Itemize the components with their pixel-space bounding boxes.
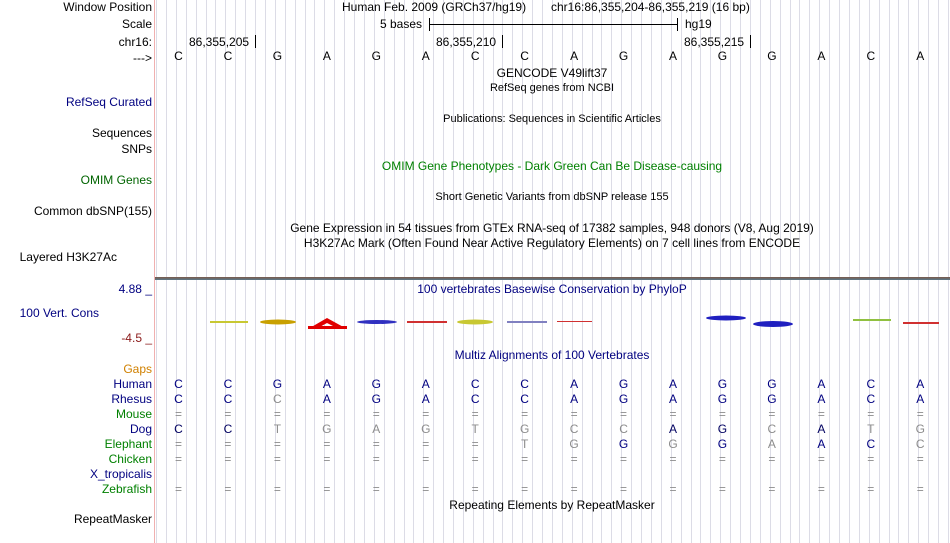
cons-mark-12	[903, 322, 939, 324]
dog-base: T	[471, 422, 479, 436]
grid-line	[413, 0, 414, 543]
chicken-base: =	[817, 452, 825, 466]
cons-mark-1	[210, 321, 248, 323]
zebrafish-base: =	[570, 482, 578, 496]
dog-label: Dog	[129, 422, 152, 436]
sequence-base: C	[520, 49, 529, 63]
dog-base: C	[174, 422, 183, 436]
grid-line	[879, 0, 880, 543]
rhesus-base: A	[421, 392, 430, 406]
grid-line	[483, 0, 484, 543]
grid-line	[691, 0, 692, 543]
chicken-base: =	[422, 452, 430, 466]
human-base: A	[817, 377, 826, 391]
grid-line	[364, 0, 365, 543]
grid-line	[661, 0, 662, 543]
multiz-title[interactable]: Multiz Alignments of 100 Vertebrates	[454, 348, 650, 362]
human-base: C	[174, 377, 183, 391]
sequence-base: C	[866, 49, 876, 63]
dog-base: C	[767, 422, 777, 436]
chicken-base: =	[570, 452, 578, 466]
sequence-base: A	[421, 49, 430, 63]
grid-line	[433, 0, 434, 543]
grid-line	[215, 0, 216, 543]
grid-line	[928, 0, 929, 543]
rhesus-base: C	[866, 392, 876, 406]
mouse-base: =	[471, 407, 479, 421]
grid-line	[235, 0, 236, 543]
dog-base: C	[619, 422, 628, 436]
grid-line	[849, 0, 850, 543]
cons-mark-2	[260, 320, 296, 325]
chicken-base: =	[768, 452, 776, 466]
chicken-base: =	[521, 452, 529, 466]
zebrafish-base: =	[916, 482, 924, 496]
cons-mark-6	[457, 320, 493, 325]
elephant-base: =	[323, 437, 331, 451]
track-group-separator	[155, 277, 950, 280]
dog-base: G	[421, 422, 431, 436]
elephant-base: A	[817, 437, 826, 451]
assembly-text: Human Feb. 2009 (GRCh37/hg19)	[342, 0, 527, 14]
sequence-base: C	[223, 49, 233, 63]
human-base: G	[767, 377, 777, 391]
grid-line	[730, 0, 731, 543]
grid-line	[443, 0, 444, 543]
mouse-base: =	[916, 407, 924, 421]
zebrafish-base: =	[471, 482, 479, 496]
chicken-base: =	[323, 452, 331, 466]
mouse-base: =	[570, 407, 578, 421]
track-labels	[0, 0, 152, 543]
cons-mark-8	[557, 321, 592, 322]
grid-line	[908, 0, 909, 543]
coord-2: 86,355,210	[436, 35, 497, 49]
mouse-base: =	[372, 407, 380, 421]
mouse-base: =	[273, 407, 281, 421]
rhesus-base: A	[322, 392, 331, 406]
rhesus-base: A	[817, 392, 826, 406]
sequence-base: A	[916, 49, 925, 63]
sequence-base: G	[767, 49, 777, 63]
chrom-label: chr16:	[118, 35, 152, 49]
elephant-base: G	[668, 437, 678, 451]
mouse-base: =	[224, 407, 232, 421]
rhesus-base: C	[470, 392, 480, 406]
elephant-base: =	[372, 437, 380, 451]
coord-tick-1	[255, 35, 256, 48]
zebrafish-label: Zebrafish	[101, 482, 152, 496]
dog-base: G	[519, 422, 530, 436]
window-position-label: Window Position	[63, 0, 152, 14]
grid-line	[255, 0, 256, 543]
zebrafish-base: =	[867, 482, 875, 496]
zebrafish-base: =	[273, 482, 281, 496]
grid-line	[384, 0, 385, 543]
zebrafish-base: =	[620, 482, 628, 496]
dog-base: T	[867, 422, 875, 436]
human-base: A	[916, 377, 925, 391]
cons-mark-9	[706, 316, 746, 321]
scale-text: 5 bases	[380, 17, 423, 31]
sequence-base: G	[272, 49, 283, 63]
grid-line	[265, 0, 266, 543]
chicken-base: =	[718, 452, 726, 466]
mouse-base: =	[817, 407, 825, 421]
coord-tick-3	[750, 35, 751, 48]
gencode-title[interactable]: GENCODE V49lift37	[496, 66, 608, 80]
strand-label: --->	[133, 51, 152, 65]
cons-track-label[interactable]: 100 Vert. Cons	[19, 306, 99, 320]
zebrafish-base: =	[224, 482, 232, 496]
grid-line	[314, 0, 315, 543]
chicken-base: =	[916, 452, 924, 466]
grid-line	[453, 0, 454, 543]
elephant-base: G	[569, 437, 579, 451]
grid-line	[839, 0, 840, 543]
rhesus-base: A	[916, 392, 925, 406]
elephant-base: A	[767, 437, 776, 451]
dog-base: T	[273, 422, 282, 436]
zebrafish-base: =	[718, 482, 726, 496]
human-base: C	[520, 377, 529, 391]
scale-bar	[155, 0, 950, 40]
human-base: A	[570, 377, 579, 391]
grid-line	[166, 0, 167, 543]
grid-line	[404, 0, 405, 543]
mouse-base: =	[620, 407, 628, 421]
grid-line	[394, 0, 395, 543]
human-base: A	[668, 377, 677, 391]
sequence-base: G	[717, 49, 728, 63]
grid-line	[799, 0, 800, 543]
mouse-label: Mouse	[115, 407, 152, 421]
zebrafish-base: =	[817, 482, 825, 496]
human-base: C	[866, 377, 876, 391]
grid-line	[700, 0, 701, 543]
elephant-base: =	[273, 437, 281, 451]
cons-mark-10	[753, 321, 793, 327]
xtropicalis-label: X_tropicalis	[89, 467, 152, 481]
grid-line	[681, 0, 682, 543]
sequence-base: A	[322, 49, 331, 63]
grid-line	[859, 0, 860, 543]
rhesus-base: C	[520, 392, 529, 406]
elephant-base: =	[224, 437, 232, 451]
elephant-base: C	[915, 437, 925, 451]
rhesus-base: C	[273, 392, 282, 406]
human-base: G	[272, 377, 283, 391]
cons-max-label: 4.88 _	[118, 282, 152, 296]
grid-line	[206, 0, 207, 543]
rhesus-base: G	[371, 392, 381, 406]
sequence-base: A	[570, 49, 579, 63]
dog-base: A	[817, 422, 826, 436]
dog-base: A	[372, 422, 381, 436]
snps-track-label[interactable]: SNPs	[121, 142, 152, 156]
grid-line	[750, 0, 751, 543]
scale-db: hg19	[685, 17, 712, 31]
zebrafish-base: =	[521, 482, 529, 496]
grid-line	[463, 0, 464, 543]
grid-line	[948, 0, 949, 543]
rhesus-base: G	[767, 392, 777, 406]
sequences-track-label[interactable]: Sequences	[91, 126, 152, 140]
dog-base: G	[717, 422, 728, 436]
dog-base: C	[569, 422, 579, 436]
human-base: C	[223, 377, 233, 391]
dog-base: C	[223, 422, 233, 436]
grid-line	[710, 0, 711, 543]
chicken-base: =	[620, 452, 628, 466]
grid-line	[889, 0, 890, 543]
human-base: G	[371, 377, 381, 391]
grid-line	[641, 0, 642, 543]
publications-title[interactable]: Publications: Sequences in Scientific Articles	[443, 113, 661, 125]
grid-line	[780, 0, 781, 543]
grid-line	[809, 0, 810, 543]
dog-base: G	[322, 422, 332, 436]
grid-line	[334, 0, 335, 543]
grid-line	[186, 0, 187, 543]
h3k27ac-track-label[interactable]: Layered H3K27Ac	[19, 250, 117, 264]
sequence-base: G	[371, 49, 381, 63]
chicken-base: =	[273, 452, 281, 466]
dbsnp-desc: Short Genetic Variants from dbSNP release 155	[435, 191, 669, 203]
mouse-base: =	[174, 407, 182, 421]
dog-base: A	[668, 422, 677, 436]
dog-base: G	[915, 422, 925, 436]
elephant-base: =	[174, 437, 182, 451]
chicken-base: =	[669, 452, 677, 466]
zebrafish-base: =	[323, 482, 331, 496]
grid-line	[245, 0, 246, 543]
mouse-base: =	[422, 407, 430, 421]
human-base: A	[421, 377, 430, 391]
cons-mark-7	[507, 321, 547, 323]
elephant-base: =	[471, 437, 479, 451]
grid-line	[740, 0, 741, 543]
grid-line	[651, 0, 652, 543]
chicken-base: =	[867, 452, 875, 466]
mouse-base: =	[718, 407, 726, 421]
elephant-base: C	[866, 437, 876, 451]
rhesus-base: C	[174, 392, 183, 406]
omim-track-label[interactable]: OMIM Genes	[80, 173, 152, 187]
h3k27ac-title[interactable]: H3K27Ac Mark (Often Found Near Active Regulatory Elements) on 7 cell lines from ENCODE	[303, 236, 801, 250]
browser-image[interactable]	[155, 0, 950, 543]
sequence-base: A	[817, 49, 826, 63]
scale-label: Scale	[121, 17, 152, 31]
grid-line	[938, 0, 939, 543]
chicken-base: =	[174, 452, 182, 466]
repeatmasker-desc[interactable]: Repeating Elements by RepeatMasker	[449, 498, 655, 512]
chicken-base: =	[372, 452, 380, 466]
sequence-base: C	[174, 49, 183, 63]
rhesus-base: C	[223, 392, 233, 406]
zebrafish-base: =	[422, 482, 430, 496]
cons-mark-5	[407, 321, 447, 323]
conservation-logo	[155, 295, 950, 335]
coord-3: 86,355,215	[684, 35, 745, 49]
coord-tick-2	[502, 35, 503, 48]
human-base: C	[470, 377, 480, 391]
grid-line	[285, 0, 286, 543]
zebrafish-base: =	[669, 482, 677, 496]
rhesus-base: A	[668, 392, 677, 406]
human-base: G	[618, 377, 629, 391]
chicken-base: =	[471, 452, 479, 466]
grid-line	[305, 0, 306, 543]
cons-mark-11	[853, 319, 891, 321]
rhesus-label: Rhesus	[111, 392, 152, 406]
human-base: A	[322, 377, 331, 391]
mouse-base: =	[768, 407, 776, 421]
mouse-base: =	[669, 407, 677, 421]
coord-1: 86,355,205	[189, 35, 250, 49]
rhesus-base: G	[717, 392, 728, 406]
cons-mark-4	[357, 320, 397, 324]
grid-line	[344, 0, 345, 543]
elephant-base: G	[618, 437, 629, 451]
repeatmasker-track-label[interactable]: RepeatMasker	[73, 512, 152, 526]
sequence-base: C	[470, 49, 480, 63]
phylop-title[interactable]: 100 vertebrates Basewise Conservation by PhyloP	[417, 282, 687, 296]
omim-title[interactable]: OMIM Gene Phenotypes - Dark Green Can Be Disease-causing	[381, 159, 723, 173]
human-label: Human	[113, 377, 152, 391]
zebrafish-base: =	[372, 482, 380, 496]
zebrafish-base: =	[768, 482, 776, 496]
grid-line	[760, 0, 761, 543]
grid-line	[196, 0, 197, 543]
mouse-base: =	[867, 407, 875, 421]
elephant-base: =	[422, 437, 430, 451]
grid-line	[156, 0, 157, 543]
human-base: G	[717, 377, 728, 391]
gtex-title[interactable]: Gene Expression in 54 tissues from GTEx RNA-seq of 17382 samples, 948 donors (V8, Aug 2019)	[290, 221, 814, 235]
elephant-label: Elephant	[104, 437, 152, 451]
mouse-base: =	[521, 407, 529, 421]
grid-line	[354, 0, 355, 543]
rhesus-base: G	[618, 392, 629, 406]
sequence-base: A	[668, 49, 677, 63]
grid-line	[790, 0, 791, 543]
cons-min-label: -4.5 _	[121, 331, 152, 345]
dbsnp-track-label[interactable]: Common dbSNP(155)	[33, 204, 152, 218]
grid-line	[829, 0, 830, 543]
refseq-desc: RefSeq genes from NCBI	[489, 82, 615, 94]
rhesus-base: A	[570, 392, 579, 406]
cons-mark-3b	[308, 326, 347, 329]
chicken-base: =	[224, 452, 232, 466]
elephant-base: T	[520, 437, 529, 451]
grid-line	[295, 0, 296, 543]
elephant-base: G	[717, 437, 728, 451]
gaps-label: Gaps	[123, 362, 152, 376]
refseq-track-label[interactable]: RefSeq Curated	[65, 95, 152, 109]
mouse-base: =	[323, 407, 331, 421]
chicken-label: Chicken	[108, 452, 152, 466]
zebrafish-base: =	[174, 482, 182, 496]
sequence-base: G	[618, 49, 629, 63]
grid-line	[631, 0, 632, 543]
grid-line	[898, 0, 899, 543]
position-text: chr16:86,355,204-86,355,219 (16 bp)	[551, 0, 750, 14]
